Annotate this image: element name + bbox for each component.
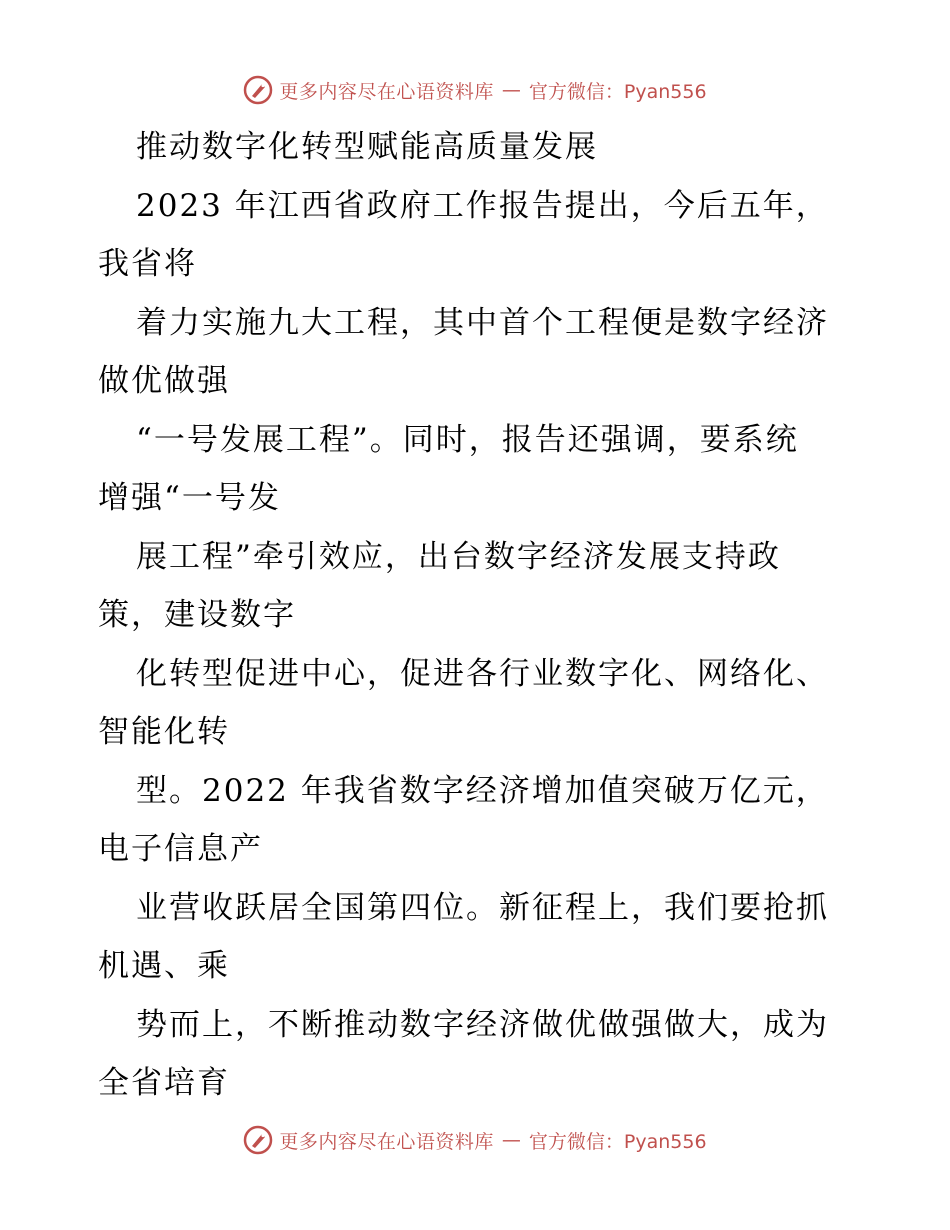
paragraph-line: 策，建设数字 bbox=[98, 597, 296, 633]
paragraph-line: 展工程”牵引效应，出台数字经济发展支持政 bbox=[136, 538, 781, 575]
watermark-contact: 官方微信：Pyan556 bbox=[528, 1130, 707, 1153]
watermark-contact: 官方微信：Pyan556 bbox=[528, 80, 707, 103]
watermark-text: 更多内容尽在心语资料库 bbox=[279, 80, 494, 103]
paragraph-line: 机遇、乘 bbox=[98, 948, 230, 984]
paragraph-line: 电子信息产 bbox=[98, 831, 263, 867]
paragraph-line: “一号发展工程”。同时，报告还强调，要系统 bbox=[136, 421, 799, 458]
paragraph-line: 2023 年江西省政府工作报告提出，今后五年， bbox=[136, 187, 829, 224]
paragraph-line: 化转型促进中心，促进各行业数字化、网络化、 bbox=[136, 655, 829, 692]
pen-nib-logo-icon bbox=[243, 75, 273, 105]
paragraph-line: 智能化转 bbox=[98, 714, 230, 750]
document-title: 推动数字化转型赋能高质量发展 bbox=[136, 129, 598, 165]
paragraph-line: 型。2022 年我省数字经济增加值突破万亿元， bbox=[136, 772, 829, 809]
footer-watermark bbox=[0, 1120, 950, 1160]
paragraph-line: 全省培育 bbox=[98, 1065, 230, 1101]
paragraph-line: 势而上，不断推动数字经济做优做强做大，成为 bbox=[136, 1006, 829, 1043]
watermark-separator: — bbox=[501, 1129, 521, 1151]
pen-nib-logo-icon bbox=[243, 1125, 273, 1155]
paragraph-line: 我省将 bbox=[98, 246, 197, 282]
paragraph-line: 业营收跃居全国第四位。新征程上，我们要抢抓 bbox=[136, 889, 829, 926]
header-watermark bbox=[0, 70, 950, 110]
paragraph-line: 着力实施九大工程，其中首个工程便是数字经济 bbox=[136, 304, 829, 341]
paragraph-line: 增强“一号发 bbox=[98, 480, 281, 516]
watermark-text: 更多内容尽在心语资料库 bbox=[279, 1130, 494, 1153]
watermark-separator: — bbox=[501, 79, 521, 101]
document-body bbox=[98, 118, 858, 1113]
paragraph-line: 做优做强 bbox=[98, 363, 230, 399]
